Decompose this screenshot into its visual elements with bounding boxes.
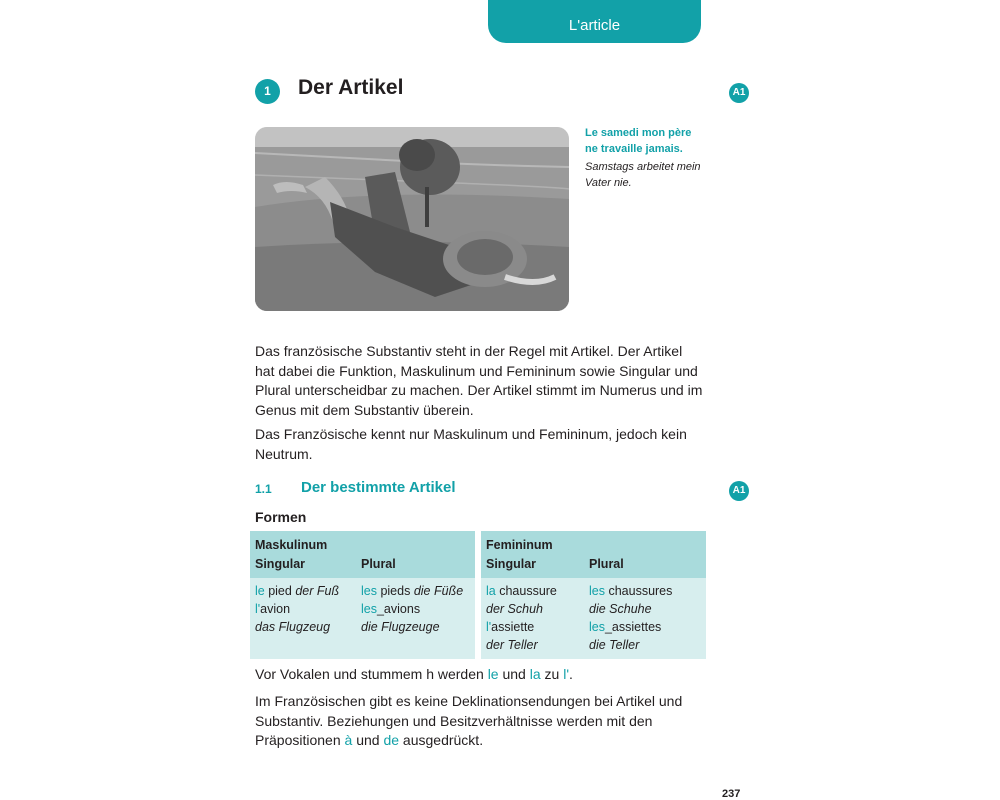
section-number: 1.1 xyxy=(255,482,272,496)
singular-cell: l'assiette xyxy=(486,620,535,634)
singular-header: Singular xyxy=(255,557,306,571)
photo-caption xyxy=(585,125,705,191)
caption-german: Samstags arbeitet mein Vater nie. xyxy=(585,161,701,189)
forms-heading: Formen xyxy=(255,509,307,525)
plural-cell: les_assiettes xyxy=(589,620,662,634)
gender-label: Femininum xyxy=(486,538,553,552)
plural-header: Plural xyxy=(361,557,396,571)
level-badge: A1 xyxy=(729,83,749,103)
plural-cell: les pieds die Füße xyxy=(361,584,464,598)
singular-cell: l'avion xyxy=(255,602,291,616)
gender-label: Maskulinum xyxy=(255,538,328,552)
table-header xyxy=(250,531,475,578)
page-number: 237 xyxy=(722,788,741,800)
intro-paragraph: Das Französische kennt nur Maskulinum und Femininum, jedoch kein Neutrum. xyxy=(255,426,687,462)
vowel-rule-paragraph: Vor Vokalen und stummem h werden le und la zu l'. xyxy=(255,666,573,682)
singular-translation: der Schuh xyxy=(486,602,543,616)
singular-cell: le pied der Fuß xyxy=(255,584,340,598)
singular-translation: das Flugzeug xyxy=(255,620,331,634)
photo-woman-in-grass xyxy=(255,127,569,311)
table-header xyxy=(481,531,706,578)
intro-paragraph: Das französische Substantiv steht in der Regel mit Artikel. Der Artikel hat dabei die Funktion, Maskulinum und Femininum sowie Singular und Plural unterscheidbar zu machen. Der Artikel stimmt im Numerus und im Genus mit dem Substantiv überein. xyxy=(255,343,703,418)
plural-translation: die Schuhe xyxy=(589,602,652,616)
section-title: Der bestimmte Artikel xyxy=(301,479,456,496)
masculine-article-table xyxy=(250,531,475,659)
feminine-article-table xyxy=(481,531,706,659)
plural-translation: die Flugzeuge xyxy=(361,620,440,634)
chapter-number-badge: 1 xyxy=(255,79,280,104)
declension-rule-paragraph: Im Französischen gibt es keine Deklinationsendungen bei Artikel und Substantiv. Beziehungen und Besitzverhältnisse werden mit den Präpositionen à und de ausgedrückt. xyxy=(255,693,683,748)
level-badge: A1 xyxy=(729,481,749,501)
singular-header: Singular xyxy=(486,557,537,571)
singular-cell: la chaussure xyxy=(486,584,557,598)
caption-french: Le samedi mon père ne travaille jamais. xyxy=(585,127,692,155)
plural-cell: les chaussures xyxy=(589,584,673,598)
singular-translation: der Teller xyxy=(486,638,538,652)
chapter-title: Der Artikel xyxy=(298,76,404,99)
plural-translation: die Teller xyxy=(589,638,640,652)
chapter-tab: L'article xyxy=(488,0,701,43)
plural-header: Plural xyxy=(589,557,624,571)
chapter-photo xyxy=(255,127,569,311)
plural-cell: les_avions xyxy=(361,602,421,616)
